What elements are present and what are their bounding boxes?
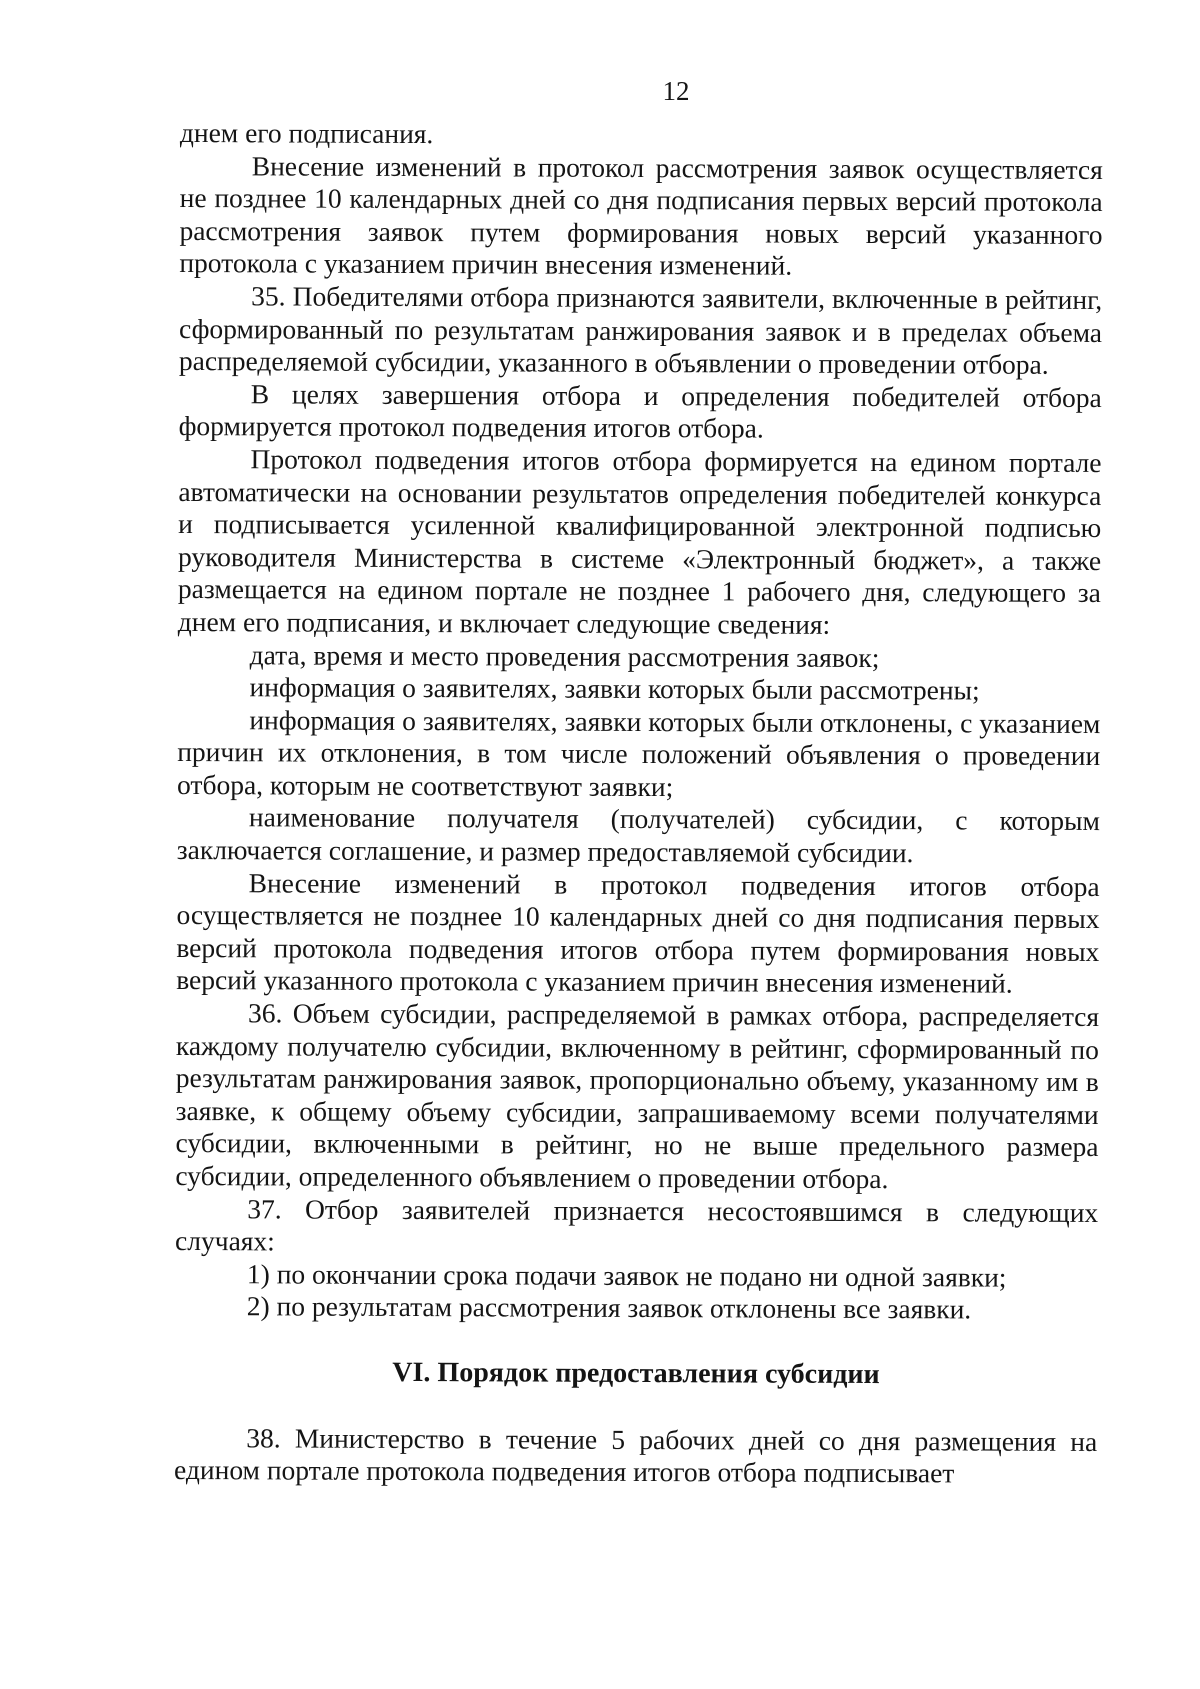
- section-heading: VI. Порядок предоставления субсидии: [392, 1356, 880, 1391]
- document-body: [174, 117, 1103, 1491]
- list-item-no-applications: 1) по окончании срока подачи заявок не подано ни одной заявки;: [246, 1258, 1007, 1293]
- list-item-all-rejected: 2) по результатам рассмотрения заявок отклонены все заявки.: [246, 1290, 972, 1325]
- list-item-rejected-applicants: информация о заявителях, заявки которых были отклонены, с указанием причин их отклонения, в том числе положений объявления о проведении отбора, которым не соответствуют заявки;: [177, 703, 1101, 803]
- page-number: 12: [662, 76, 690, 106]
- paragraph-results-protocol: Протокол подведения итогов отбора формируется на едином портале автоматически на основании результатов определения победителей конкурса и подписывается усиленной квалифицированной электронной подписью руководителя Министерства в системе «Электронный бюджет», а также размещается на едином портале не позднее 1 рабочего дня, следующего за днем его подписания, и включает следующие сведения:: [177, 443, 1102, 640]
- paragraph-35: 35. Победителями отбора признаются заявители, включенные в рейтинг, сформированный по результатам ранжирования заявок и в пределах объема распределяемой субсидии, указанного в объявлении о проведении отбора.: [178, 280, 1103, 380]
- list-item-reviewed-applicants: информация о заявителях, заявки которых были рассмотрены;: [249, 671, 980, 706]
- paragraph-completion-purpose: В целях завершения отбора и определения победителей отбора формируется протокол подведения итогов отбора.: [178, 378, 1102, 444]
- list-item-date-time-place: дата, время и место проведения рассмотрения заявок;: [249, 638, 880, 673]
- paragraph-amendments-results: Внесение изменений в протокол подведения итогов отбора осуществляется не позднее 10 календарных дней со дня подписания первых версий протокола подведения итогов отбора путем формирования новых версий указанного протокола с указанием причин внесения изменений.: [176, 866, 1100, 1000]
- paragraph-amendments-review: Внесение изменений в протокол рассмотрения заявок осуществляется не позднее 10 календарных дней со дня подписания первых версий протокола рассмотрения заявок путем формирования новых версий указанного протокола с указанием причин внесения изменений.: [179, 149, 1103, 282]
- paragraph-36: 36. Объем субсидии, распределяемой в рамках отбора, распределяется каждому получателю субсидии, включенному в рейтинг, сформированный по результатам ранжирования заявок, пропорционально объему, указанному им в заявке, к общему объему субсидии, запрашиваемому всеми получателями субсидии, включенными в рейтинг, но не выше предельного размера субсидии, определенного объявлением о проведении отбора.: [175, 997, 1100, 1195]
- paragraph-37: 37. Отбор заявителей признается несостоявшимся в следующих случаях:: [175, 1192, 1099, 1257]
- list-item-recipient-name: наименование получателя (получателей) субсидии, с которым заключается соглашение, и размер предоставляемой субсидии.: [176, 801, 1101, 869]
- paragraph-continuation: днем его подписания.: [179, 117, 434, 150]
- paragraph-38: 38. Министерство в течение 5 рабочих дней со дня размещения на едином портале протокола подведения итогов отбора подписывает: [174, 1421, 1098, 1489]
